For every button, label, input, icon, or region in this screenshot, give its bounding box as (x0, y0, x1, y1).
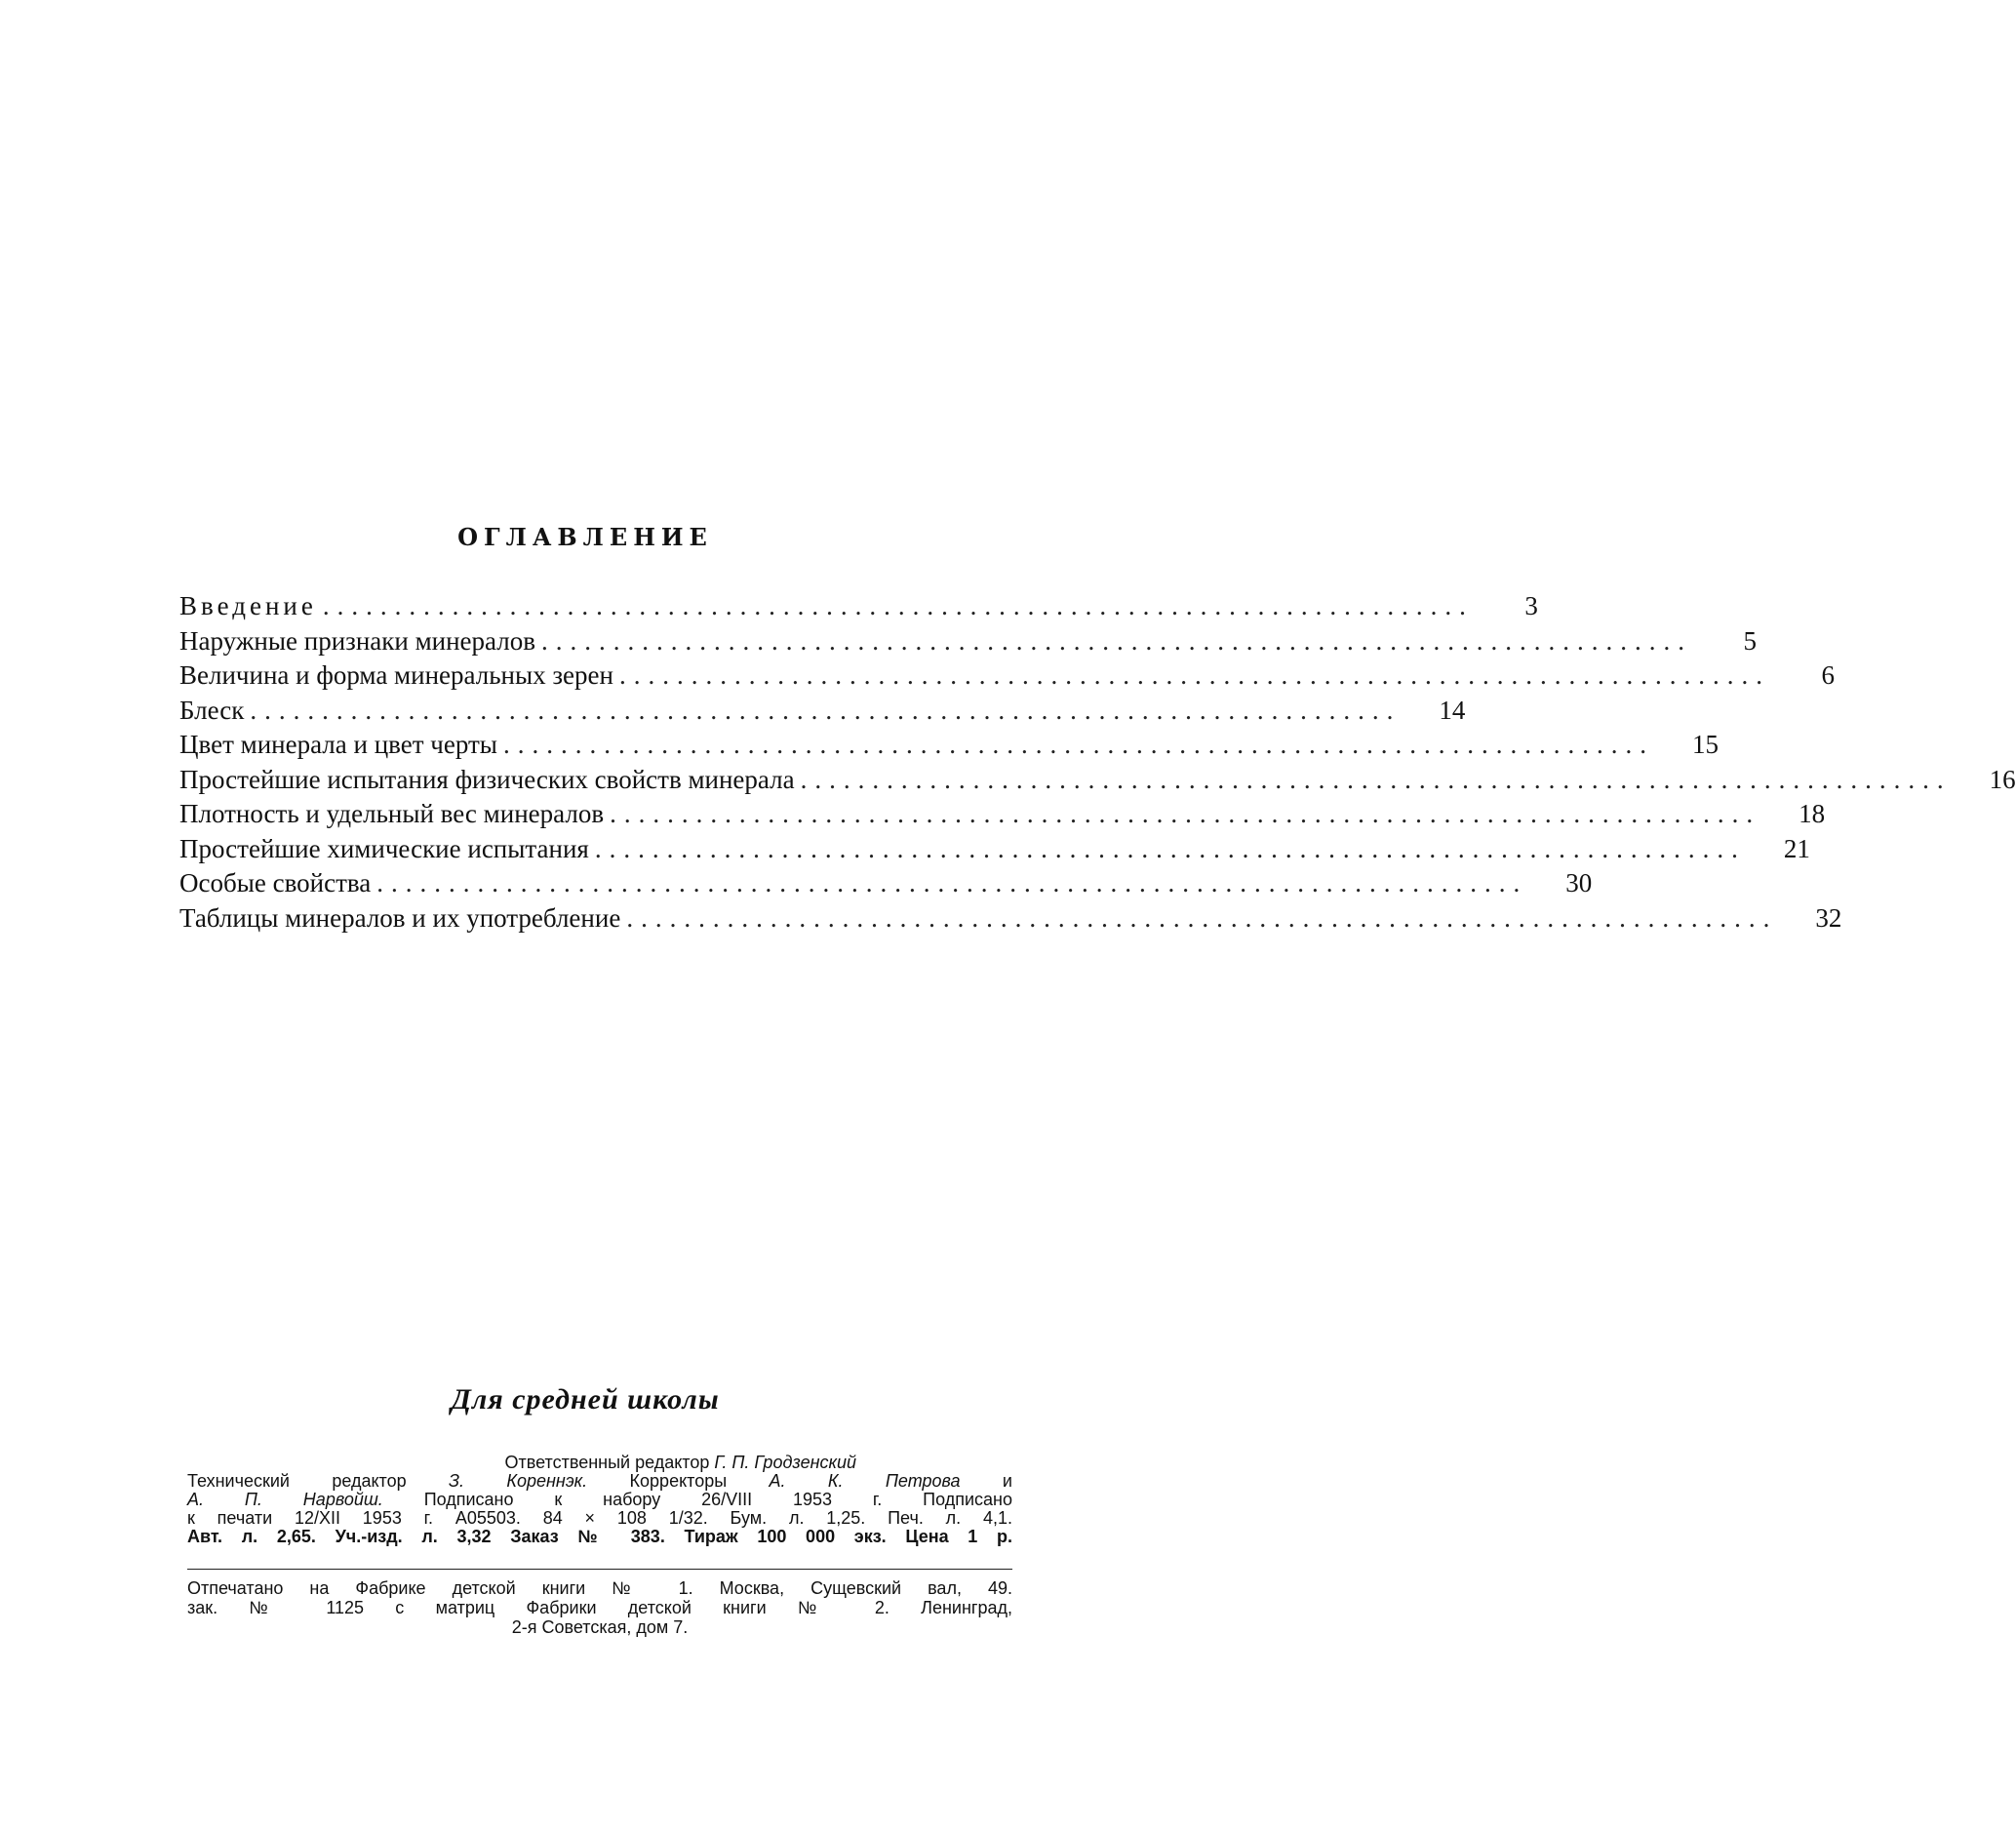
toc-entry-page: 5 (1743, 625, 1757, 656)
imprint-proofreader-line (187, 1491, 1012, 1509)
toc-entry-mineral-tables (179, 901, 1842, 937)
toc-entry-page: 21 (1783, 833, 1810, 863)
imprint-author-sheets: Авт. л. 2,65. Уч.-изд. л. 3,32 Заказ № 383. Тираж 100 000 экз. Цена 1 р. (187, 1527, 1012, 1546)
imprint-conjunction: и (1002, 1471, 1012, 1491)
imprint-editor-name: Г. П. Гродзенский (714, 1453, 856, 1472)
toc-entry-label: Простейшие химические испытания (179, 833, 589, 863)
toc-leader-dots: ................................................................................ (800, 764, 1952, 794)
page-title: ОГЛАВЛЕНИЕ (457, 523, 713, 551)
toc-entry-grain-size (179, 658, 1835, 694)
toc-entry-page: 3 (1524, 591, 1538, 620)
printer-line: зак. № 1125 с матриц Фабрики детской книги № 2. Ленинград, (187, 1598, 1012, 1617)
toc-entry-label: Введение (179, 591, 317, 620)
table-of-contents (179, 589, 2016, 936)
toc-leader-dots: ................................................................................ (610, 799, 1761, 828)
toc-entry-label: Простейшие испытания физических свойств минерала (179, 764, 795, 794)
imprint-responsible-editor (187, 1454, 1012, 1472)
toc-entry-luster (179, 694, 1466, 729)
printer-info (187, 1578, 1012, 1637)
imprint-tech-editor-name: З. Кореннэк. (448, 1471, 588, 1491)
imprint-proofreader-name: А. П. Нарвойш. (187, 1490, 383, 1509)
imprint-block (187, 1454, 1012, 1546)
toc-entry-physical-tests (179, 763, 2016, 798)
toc-leader-dots: ................................................................................ (594, 833, 1746, 863)
toc-leader-dots: ................................................................................ (250, 695, 1402, 725)
toc-entry-page: 30 (1565, 868, 1593, 897)
toc-leader-dots: ................................................................................ (618, 660, 1770, 690)
toc-entry-label: Особые свойства (179, 868, 372, 897)
toc-entry-chemical-tests (179, 832, 1810, 867)
toc-entry-page: 6 (1821, 660, 1835, 690)
imprint-signed-print: к печати 12/XII 1953 г. А05503. 84 × 108 1/32. Бум. л. 1,25. Печ. л. 4,1. (187, 1508, 1012, 1528)
printer-line: Отпечатано на Фабрике детской книги № 1. Москва, Сущевский вал, 49. (187, 1578, 1012, 1598)
printer-line: 2-я Советская, дом 7. (511, 1617, 689, 1637)
imprint-label: Технический редактор (187, 1471, 407, 1491)
toc-entry-label: Наружные признаки минералов (179, 625, 535, 656)
toc-entry-label: Блеск (179, 695, 245, 725)
toc-entry-label: Величина и форма минеральных зерен (179, 660, 613, 690)
toc-entry-special-properties (179, 866, 1593, 901)
imprint-label: Корректоры (629, 1471, 728, 1491)
toc-entry-label: Цвет минерала и цвет черты (179, 730, 497, 759)
imprint-tech-editor-line (187, 1472, 1012, 1491)
imprint-label: Ответственный редактор (504, 1453, 710, 1472)
toc-leader-dots: ................................................................................ (502, 730, 1654, 759)
imprint-signed-set: Подписано к набору 26/VIII 1953 г. Подписано (423, 1490, 1012, 1509)
toc-leader-dots: ................................................................................ (322, 591, 1474, 620)
toc-leader-dots: ................................................................................ (626, 902, 1778, 933)
toc-leader-dots: ................................................................................ (540, 625, 1692, 656)
toc-entry-external-features (179, 624, 1757, 659)
toc-entry-color (179, 728, 1719, 763)
toc-entry-page: 32 (1815, 902, 1842, 933)
toc-entry-label: Плотность и удельный вес минералов (179, 799, 605, 828)
divider-rule (187, 1569, 1012, 1570)
toc-entry-introduction (179, 589, 1538, 624)
toc-leader-dots: ................................................................................ (376, 868, 1528, 897)
toc-entry-page: 14 (1439, 695, 1466, 725)
toc-entry-page: 18 (1799, 799, 1826, 828)
imprint-proofreader-name: А. К. Петрова (769, 1471, 961, 1491)
toc-entry-density (179, 797, 1826, 832)
toc-entry-page: 15 (1691, 730, 1719, 759)
toc-entry-label: Таблицы минералов и их употребление (179, 902, 621, 933)
series-title: Для средней школы (451, 1383, 720, 1415)
toc-entry-page: 16 (1989, 764, 2016, 794)
